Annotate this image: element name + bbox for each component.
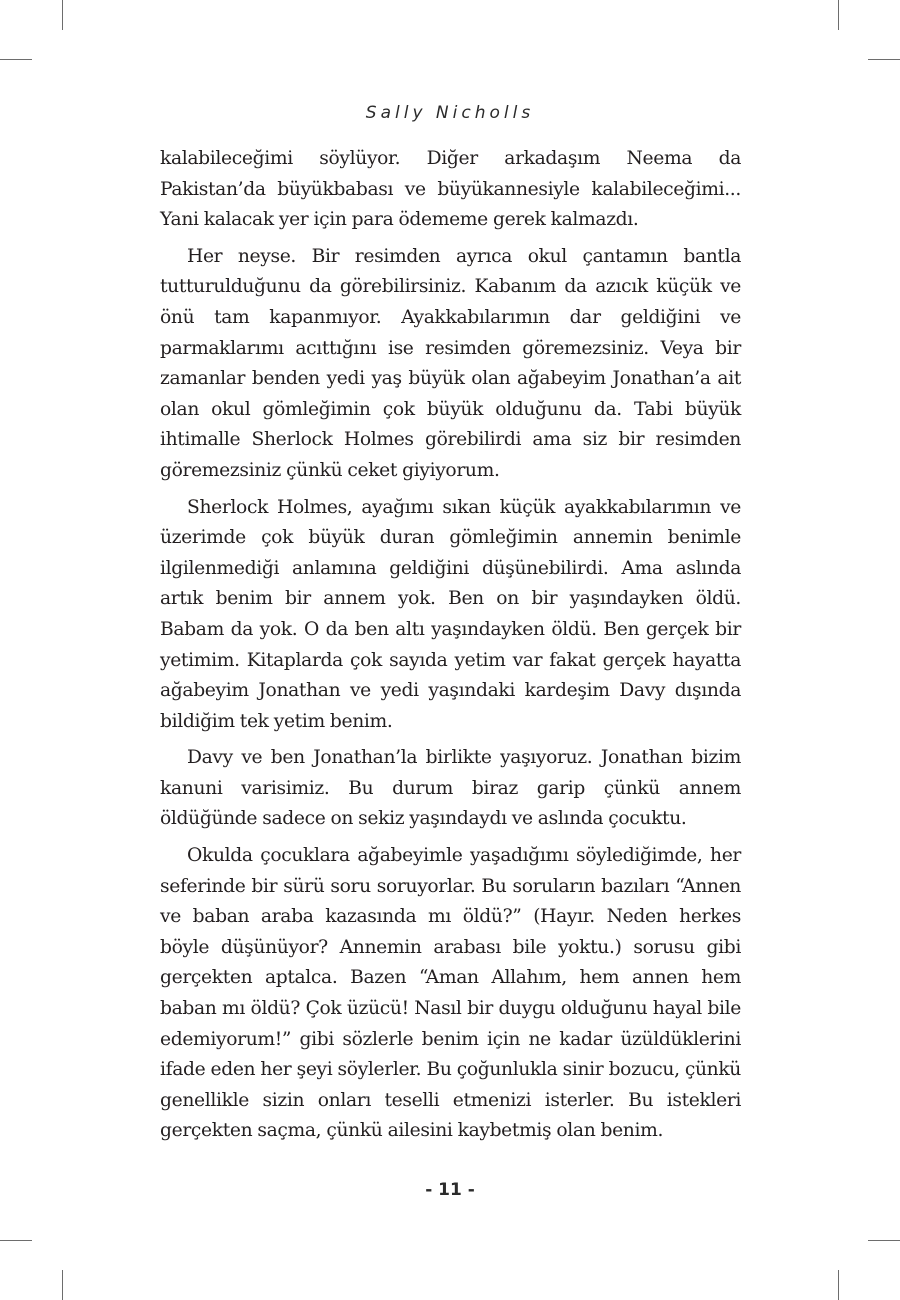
running-head-author: Sally Nicholls	[365, 103, 535, 123]
paragraph: kalabileceğimi söylüyor. Diğer arkadaşım Neema da Pakistan’da büyükbabası ve büyükannesiyle kalabileceğimi... Yani kalacak yer için para ödememe gerek kalmazdı.	[160, 148, 741, 231]
crop-mark-top-right-vertical	[838, 0, 839, 30]
crop-mark-bottom-left-vertical	[62, 1270, 63, 1300]
crop-mark-bottom-left-horizontal	[0, 1240, 32, 1241]
crop-mark-top-left-vertical	[62, 0, 63, 30]
paragraph: Davy ve ben Jonathan’la birlikte yaşıyoruz. Jonathan bizim kanuni varisimiz. Bu durum biraz garip çünkü annem öldüğünde sadece on sekiz yaşındaydı ve aslında çocuktu.	[160, 747, 741, 830]
paragraph: Sherlock Holmes, ayağımı sıkan küçük ayakkabılarımın ve üzerimde çok büyük duran gömleğimin annemin benimle ilgilenmediği anlamına geldiğini düşünebilirdi. Ama aslında artık benim bir annem yok. Ben on bir yaşındayken öldü. Babam da yok. O da ben altı yaşındayken öldü. Ben gerçek bir yetimim. Kitaplarda çok sayıda yetim var fakat gerçek hayatta ağabeyim Jonathan ve yedi yaşındaki kardeşim Davy dışında bildiğim tek yetim benim.	[160, 496, 741, 732]
crop-mark-bottom-right-horizontal	[868, 1240, 900, 1241]
body-text	[160, 144, 741, 1153]
crop-mark-top-left-horizontal	[0, 59, 32, 60]
crop-mark-bottom-right-vertical	[838, 1270, 839, 1300]
page-number: - 11 -	[425, 1180, 475, 1200]
crop-mark-top-right-horizontal	[868, 59, 900, 60]
paragraph: Her neyse. Bir resimden ayrıca okul çantamın bantla tutturulduğunu da görebilirsiniz. Kabanım da azıcık küçük ve önü tam kapanmıyor. Ayakkabılarımın dar geldiğini ve parmaklarımı acıttığını ise resimden göremezsiniz. Veya bir zamanlar benden yedi yaş büyük olan ağabeyim Jonathan’a ait olan okul gömleğimin çok büyük olduğunu da. Tabi büyük ihtimalle Sherlock Holmes görebilirdi ama siz bir resimden göremezsiniz çünkü ceket giyiyorum.	[160, 245, 741, 481]
paragraph: Okulda çocuklara ağabeyimle yaşadığımı söylediğimde, her seferinde bir sürü soru soruyorlar. Bu soruların bazıları “Annen ve baban araba kazasında mı öldü?” (Hayır. Neden herkes böyle düşünüyor? Annemin arabası bile yoktu.) sorusu gibi gerçekten aptalca. Bazen “Aman Allahım, hem annen hem baban mı öldü? Çok üzücü! Nasıl bir duygu olduğunu hayal bile edemiyorum!” gibi sözlerle benim için ne kadar üzüldüklerini ifade eden her şeyi söylerler. Bu çoğunlukla sinir bozucu, çünkü genellikle sizin onları teselli etmenizi isterler. Bu istekleri gerçekten saçma, çünkü ailesini kaybetmiş olan benim.	[160, 845, 741, 1142]
